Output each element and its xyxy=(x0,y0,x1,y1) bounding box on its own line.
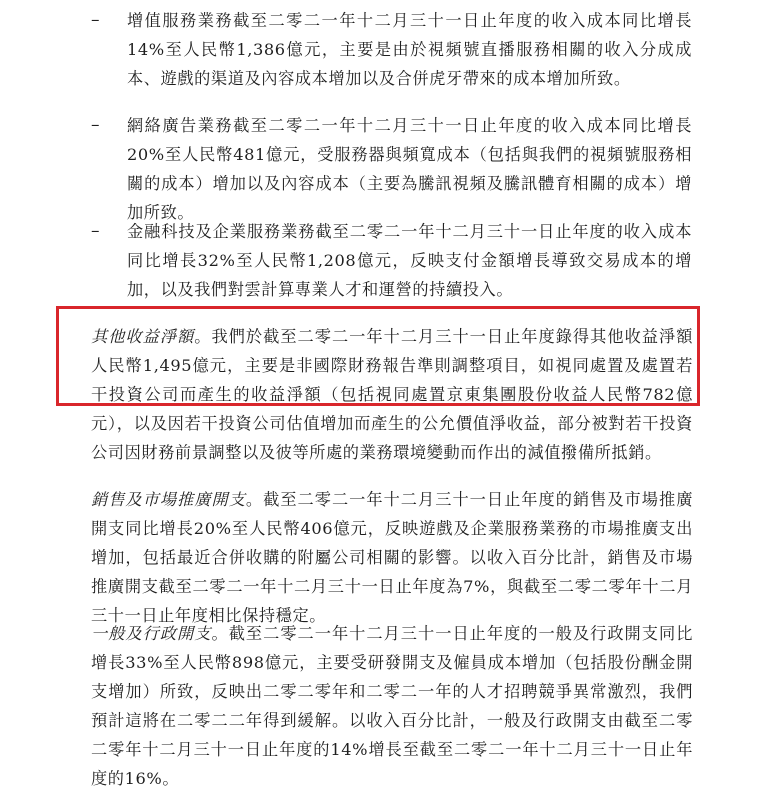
paragraph-body: 。我們於截至二零二一年十二月三十一日止年度錄得其他收益淨額人民幣1,495億元，主要是非國際財務報告準則調整項目，如視同處置及處置若干投資公司而產生的收益淨額（包括視同處置京東集團股份收益人民幣782億元），以及因若干投資公司估值增加而產生的公允價值淨收益，部分被對若干投資公司因財務前景調整以及彼等所處的業務環境變動而作出的減值撥備所抵銷。 xyxy=(91,327,693,462)
bullet-dash: – xyxy=(91,221,100,241)
paragraph-body: 。截至二零二一年十二月三十一日止年度的銷售及市場推廣開支同比增長20%至人民幣406億元，反映遊戲及企業服務業務的市場推廣支出增加，包括最近合併收購的附屬公司相關的影響。以收入百分比計，銷售及市場推廣開支截至二零二一年十二月三十一日止年度為7%，與截至二零二零年十二月三十一日止年度相比保持穩定。 xyxy=(91,490,693,625)
bullet-text: 增值服務業務截至二零二一年十二月三十一日止年度的收入成本同比增長14%至人民幣1,386億元，主要是由於視頻號直播服務相關的收入分成成本、遊戲的渠道及內容成本增加以及合併虎牙帶來的成本增加所致。 xyxy=(127,11,692,88)
bullet-text: 網絡廣告業務截至二零二一年十二月三十一日止年度的收入成本同比增長20%至人民幣481億元，受服務器與頻寬成本（包括與我們的視頻號服務相關的成本）增加以及內容成本（主要為騰訊視頻及騰訊體育相關的成本）增加所致。 xyxy=(127,116,692,222)
bullet-dash: – xyxy=(91,10,100,30)
paragraph-heading: 銷售及市場推廣開支 xyxy=(91,490,246,509)
paragraph-heading: 一般及行政開支 xyxy=(91,624,212,643)
paragraph-general-admin-expenses xyxy=(91,619,693,793)
paragraph-selling-marketing-expenses xyxy=(91,485,693,630)
bullet-text: 金融科技及企業服務業務截至二零二一年十二月三十一日止年度的收入成本同比增長32%至人民幣1,208億元，反映支付金額增長導致交易成本的增加，以及我們對雲計算專業人才和運營的持續投入。 xyxy=(127,222,692,299)
paragraph-body: 。截至二零二一年十二月三十一日止年度的一般及行政開支同比增長33%至人民幣898億元，主要受研發開支及僱員成本增加（包括股份酬金開支增加）所致，反映出二零二零年和二零二一年的人才招聘競爭異常激烈，我們預計這將在二零二二年得到緩解。以收入百分比計，一般及行政開支由截至二零二零年十二月三十一日止年度的14%增長至截至二零二一年十二月三十一日止年度的16%。 xyxy=(91,624,693,788)
highlight-annotation-box xyxy=(56,306,700,406)
bullet-dash: – xyxy=(91,115,100,135)
paragraph-heading: 其他收益淨額 xyxy=(91,327,195,346)
